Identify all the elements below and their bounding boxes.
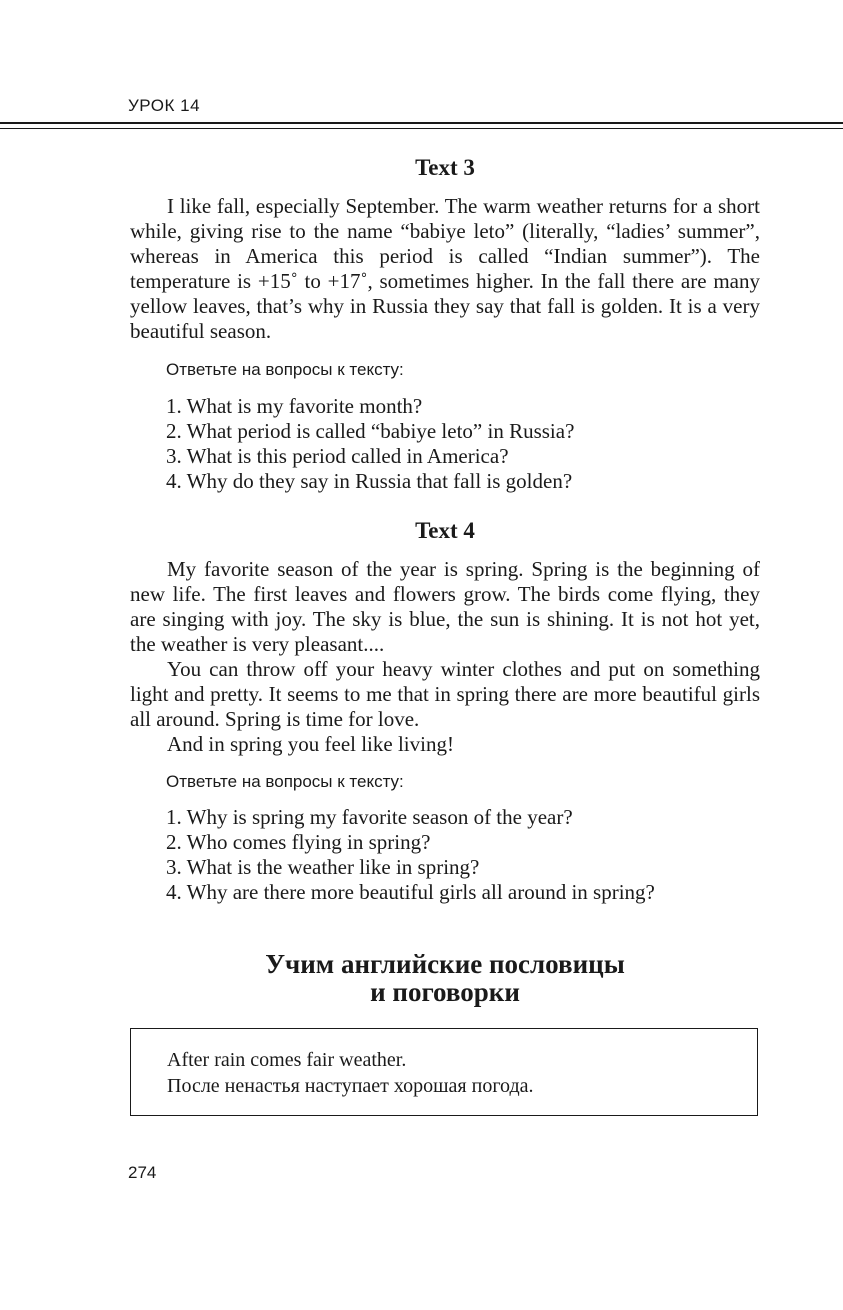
header-rule-thin: [0, 128, 843, 129]
page-number: 274: [128, 1163, 157, 1182]
question-item: 4. Why do they say in Russia that fall is golden?: [166, 469, 573, 493]
question-item: 1. Why is spring my favorite season of the year?: [166, 805, 573, 829]
proverb-english: After rain comes fair weather.: [167, 1049, 407, 1071]
text4-title: Text 4: [415, 518, 475, 543]
running-header: УРОК 14: [128, 96, 201, 115]
proverbs-title-line-2: и поговорки: [370, 977, 520, 1007]
text3-question-list: [166, 394, 574, 494]
text3-paragraph: I like fall, especially September. The warm weather returns for a short while, giving rise to the name “babiye leto” (literally, “ladies’ summer”, whereas in America this period is called “Indian summer”). The temperature is +15˚ to +17˚, sometimes higher. In the fall there are many yellow leaves, that’s why in Russia they say that fall is golden. It is a very beautiful season.: [130, 194, 760, 343]
question-item: 3. What is the weather like in spring?: [166, 855, 480, 879]
proverbs-title-line-1: Учим английские пословицы: [265, 949, 625, 979]
text3-title: Text 3: [415, 155, 475, 180]
text4-paragraph-2: You can throw off your heavy winter clothes and put on something light and pretty. It seems to me that in spring there are more beautiful girls all around. Spring is time for love.: [130, 657, 760, 731]
text4-questions-label: Ответьте на вопросы к тексту:: [166, 772, 404, 791]
proverb-russian: После ненастья наступает хорошая погода.: [167, 1075, 534, 1097]
proverb-box: [130, 1028, 758, 1116]
text4-paragraph-3: And in spring you feel like living!: [167, 732, 454, 756]
text4-question-list: [166, 805, 655, 905]
question-item: 1. What is my favorite month?: [166, 394, 423, 418]
text3-questions-label: Ответьте на вопросы к тексту:: [166, 360, 404, 379]
question-item: 2. What period is called “babiye leto” in Russia?: [166, 419, 575, 443]
question-item: 4. Why are there more beautiful girls all around in spring?: [166, 880, 655, 904]
question-item: 2. Who comes flying in spring?: [166, 830, 431, 854]
header-rule-thick: [0, 122, 843, 124]
question-item: 3. What is this period called in America?: [166, 444, 509, 468]
text4-paragraph-1: My favorite season of the year is spring. Spring is the beginning of new life. The first leaves and flowers grow. The birds come flying, they are singing with joy. The sky is blue, the sun is shining. It is not hot yet, the weather is very pleasant....: [130, 557, 760, 656]
